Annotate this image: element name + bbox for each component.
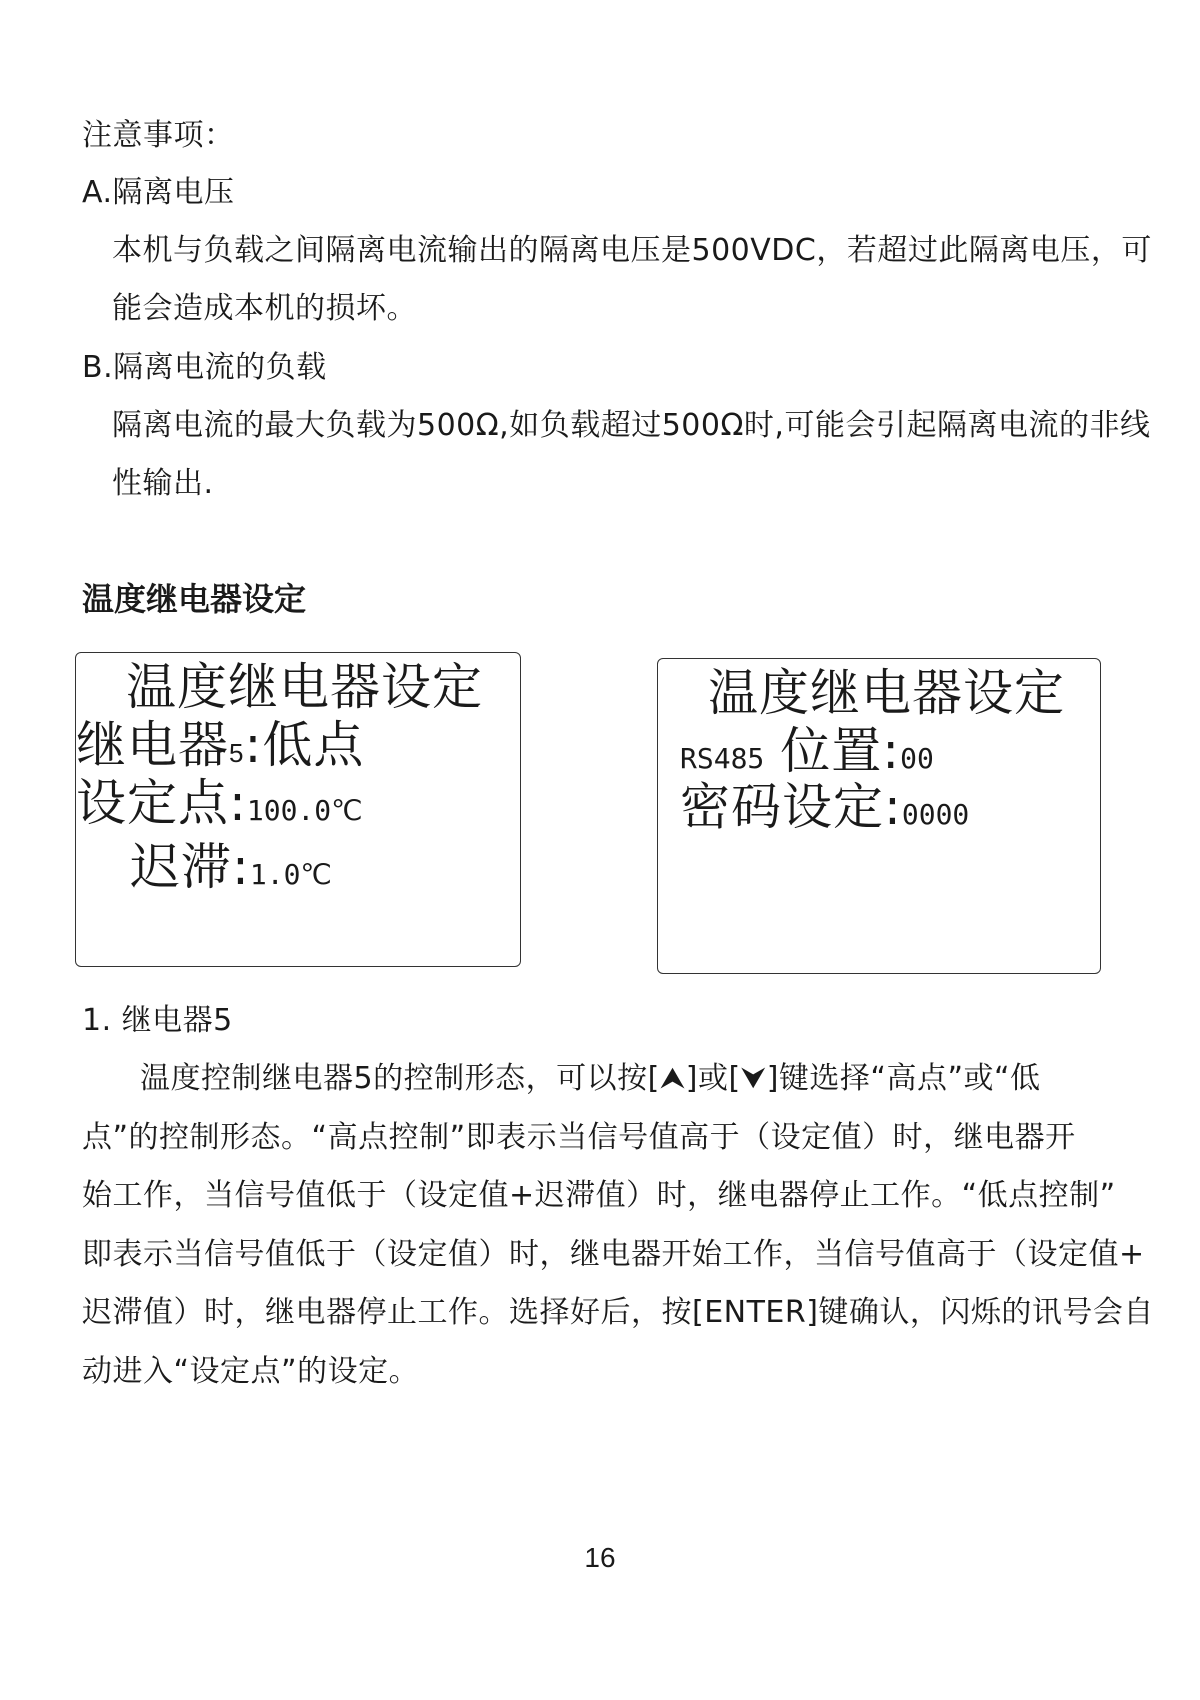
item1-paragraph-line-2: 点”的控制形态。“高点控制”即表示当信号值高于（设定值）时，继电器开 [82, 1120, 1076, 1155]
lcd-left-hysteresis-row [130, 839, 332, 903]
item1-heading: 1. 继电器5 [82, 1003, 233, 1038]
item1-paragraph-line-4: 即表示当信号值低于（设定值）时，继电器开始工作，当信号值高于（设定值+ [82, 1237, 1145, 1272]
position-label: 位置: [780, 722, 901, 780]
position-value: 00 [900, 742, 934, 775]
item1-paragraph-line-6: 动进入“设定点”的设定。 [82, 1354, 420, 1389]
note-a-text-line-1: 本机与负载之间隔离电流输出的隔离电压是500VDC，若超过此隔离电压，可 [112, 233, 1152, 268]
lcd-left-title: 温度继电器设定 [126, 658, 483, 716]
item1-paragraph-line-1: 温度控制继电器5的控制形态，可以按[⮝]或[⮟]键选择“高点”或“低 [140, 1061, 1041, 1096]
lcd-display-relay [75, 652, 521, 967]
lcd-left-setpoint-row [76, 775, 363, 839]
page-number: 16 [584, 1542, 616, 1573]
lcd-right-title: 温度继电器设定 [708, 664, 1065, 722]
password-value: 0000 [901, 798, 970, 831]
relay-separator: : [244, 716, 263, 774]
note-b-text-line-1: 隔离电流的最大负载为500Ω,如负载超过500Ω时,可能会引起隔离电流的非线 [112, 408, 1151, 443]
password-label: 密码设定: [680, 778, 902, 836]
relay-number: 5 [229, 738, 245, 768]
item1-paragraph-line-3: 始工作，当信号值低于（设定值+迟滞值）时，继电器停止工作。“低点控制” [82, 1178, 1116, 1213]
item1-paragraph-line-5: 迟滞值）时，继电器停止工作。选择好后，按[ENTER]键确认，闪烁的讯号会自 [82, 1295, 1154, 1330]
hysteresis-value: 1.0℃ [249, 858, 332, 891]
lcd-left-relay-row [76, 717, 364, 781]
note-b-text-line-2: 性输出. [112, 466, 214, 501]
note-b-title: B.隔离电流的负载 [82, 350, 327, 385]
lcd-display-rs485 [657, 658, 1101, 974]
notes-heading: 注意事项： [82, 118, 235, 153]
note-a-text-line-2: 能会造成本机的损坏。 [112, 291, 417, 326]
relay-label: 继电器 [76, 716, 229, 774]
rs485-label: RS485 [680, 742, 765, 775]
section-title: 温度继电器设定 [82, 580, 307, 618]
note-a-title: A.隔离电压 [82, 175, 235, 210]
setpoint-value: 100.0℃ [246, 794, 363, 827]
lcd-right-password-row [680, 779, 969, 843]
relay-mode-value: 低点 [262, 716, 365, 774]
setpoint-label: 设定点: [76, 774, 247, 832]
hysteresis-label: 迟滞: [130, 838, 250, 896]
